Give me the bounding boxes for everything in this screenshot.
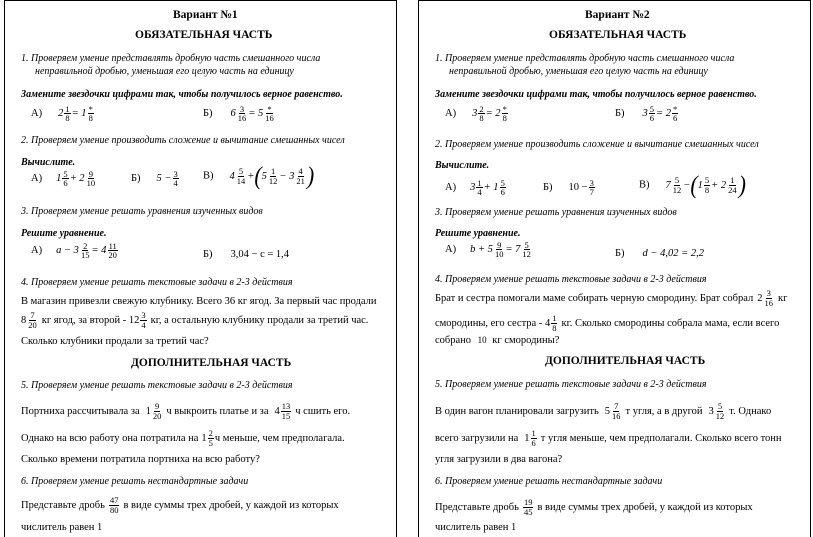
task-1-line-1: 1. Проверяем умение представлять дробную часть смешанного числа <box>435 53 735 64</box>
math-expression: a − 3 $\frac{2}{15}$ = 4 $\frac{11}{20}$ <box>56 240 117 260</box>
task-2c <box>203 161 315 190</box>
option-label: А) <box>445 182 457 193</box>
option-label: В) <box>639 179 650 191</box>
option-label: Б) <box>615 248 625 259</box>
task-1-instruction: Замените звездочки цифрами так, чтобы получилось верное равенство. <box>21 89 343 100</box>
section-heading-additional: ДОПОЛНИТЕЛЬНАЯ ЧАСТЬ <box>545 355 706 367</box>
task-6-text-line-2: числитель равен 1 <box>21 522 103 533</box>
option-label: Б) <box>543 182 553 193</box>
task-2c <box>639 170 746 199</box>
task-4-text-line-1: Брат и сестра помогали маме собирать черную смородину. Брат собрал 2 $\frac{3}{16}$ кг <box>435 288 788 308</box>
math-expression: 3 $\frac{1}{4}$ + 1 $\frac{5}{6}$ <box>470 177 505 197</box>
math-expression: 3 $\frac{2}{8}$ = 2 $\frac{*}{8}$ <box>472 103 507 123</box>
task-4-text-line-2: смородины, его сестра - 4 $\frac{1}{8}$ кг. Сколько смородины собрала мама, если всего <box>435 313 780 333</box>
task-4-heading: 4. Проверяем умение решать текстовые задачи в 2-3 действия <box>21 277 293 288</box>
math-expression: 6 $\frac{3}{16}$ = 5 $\frac{*}{16}$ <box>230 103 274 123</box>
option-label: Б) <box>203 108 213 119</box>
task-2-instruction: Вычислите. <box>21 157 76 168</box>
task-5-heading: 5. Проверяем умение решать текстовые задачи в 2-3 действия <box>21 380 293 391</box>
task-3b <box>615 243 704 261</box>
task-2-instruction: Вычислите. <box>435 160 490 171</box>
option-label: Б) <box>615 108 625 119</box>
task-3-heading: 3. Проверяем умение решать уравнения изученных видов <box>435 207 677 218</box>
task-2a <box>31 168 97 188</box>
task-3-instruction: Решите уравнение. <box>435 228 521 239</box>
math-expression: 2 $\frac{1}{8}$ = 1 $\frac{*}{8}$ <box>58 103 93 123</box>
task-5-text-line-3: угля загрузили в два вагона? <box>435 454 563 465</box>
math-expression: 4 $\frac{5}{14}$ + ( 5 $\frac{1}{12}$ − 3 $\frac{4}{21}$ ) <box>229 161 315 190</box>
task-1-instruction: Замените звездочки цифрами так, чтобы получилось верное равенство. <box>435 89 757 100</box>
task-1a <box>31 103 95 123</box>
task-6-text-line-1: Представьте дробь $\frac{19}{45}$ в виде суммы трех дробей, у каждой из которых <box>435 497 753 517</box>
variant-title: Вариант №1 <box>173 9 238 21</box>
task-2-heading: 2. Проверяем умение производить сложение и вычитание смешанных чисел <box>435 139 759 150</box>
variant-title: Вариант №2 <box>585 9 650 21</box>
task-3-heading: 3. Проверяем умение решать уравнения изученных видов <box>21 206 263 217</box>
option-label: А) <box>445 244 457 255</box>
task-5-heading: 5. Проверяем умение решать текстовые задачи в 2-3 действия <box>435 379 707 390</box>
section-heading-required: ОБЯЗАТЕЛЬНАЯ ЧАСТЬ <box>549 29 687 41</box>
task-2-heading: 2. Проверяем умение производить сложение и вычитание смешанных чисел <box>21 135 345 146</box>
task-3-instruction: Решите уравнение. <box>21 228 107 239</box>
task-4-text-line-3: собрано 10 кг смородины? <box>435 335 560 346</box>
task-2b <box>131 168 180 188</box>
option-label: А) <box>31 173 43 184</box>
task-3a <box>445 239 533 259</box>
math-expression: 3,04 − c = 1,4 <box>230 249 290 260</box>
task-5-text-line-3: Сколько времени потратила портниха на всю работу? <box>21 454 260 465</box>
task-1b <box>615 103 679 123</box>
section-heading-required: ОБЯЗАТЕЛЬНАЯ ЧАСТЬ <box>135 29 273 41</box>
task-3a <box>31 240 119 260</box>
math-expression: 7 $\frac{5}{12}$ − ( 1 $\frac{5}{8}$ + 2 $\frac{1}{24}$ ) <box>665 170 746 199</box>
task-1-line-2: неправильной дробью, уменьшая его целую часть на единицу <box>35 66 294 77</box>
section-heading-additional: ДОПОЛНИТЕЛЬНАЯ ЧАСТЬ <box>131 357 292 369</box>
task-4-heading: 4. Проверяем умение решать текстовые задачи в 2-3 действия <box>435 274 707 285</box>
task-6-text-line-2: числитель равен 1 <box>435 522 517 533</box>
task-6-heading: 6. Проверяем умение решать нестандартные задачи <box>21 476 249 487</box>
task-1-line-2: неправильной дробью, уменьшая его целую часть на единицу <box>449 66 708 77</box>
option-label: А) <box>31 108 43 119</box>
math-expression: 5 − $\frac{3}{4}$ <box>156 168 178 188</box>
option-label: А) <box>31 245 43 256</box>
task-4-text-line-2: 8 $\frac{7}{20}$ кг ягод, за второй - 12 $\frac{3}{4}$ кг, а остальную клубнику продали за третий час. <box>21 310 369 330</box>
task-2a <box>445 177 507 197</box>
math-expression: 3 $\frac{5}{6}$ = 2 $\frac{*}{6}$ <box>642 103 678 123</box>
task-1-line-1: 1. Проверяем умение представлять дробную часть смешанного числа <box>21 53 321 64</box>
option-label: В) <box>203 170 214 182</box>
math-expression: 10 − $\frac{3}{7}$ <box>568 177 594 197</box>
task-1b <box>203 103 276 123</box>
task-1a <box>445 103 509 123</box>
option-label: Б) <box>131 173 141 184</box>
variant-1-sheet <box>4 0 397 537</box>
task-5-text-line-2: всего загрузили на 1 $\frac{1}{6}$ т угля меньше, чем предполагали. Сколько всего тонн <box>435 428 782 448</box>
task-5-text-line-1: Портниха рассчитывала за 1 $\frac{9}{20}$ ч выкроить платье и за 4 $\frac{13}{15}$ ч сшить его. <box>21 401 351 421</box>
variant-2-sheet <box>418 0 811 537</box>
task-3b <box>203 244 289 262</box>
task-2b <box>543 177 596 197</box>
task-4-text-line-1: В магазин привезли свежую клубнику. Всего 36 кг ягод. За первый час продали <box>21 296 377 307</box>
math-expression: d − 4,02 = 2,2 <box>642 248 704 259</box>
option-label: А) <box>445 108 457 119</box>
task-4-text-line-3: Сколько клубники продали за третий час? <box>21 336 209 347</box>
math-expression: 1 $\frac{5}{6}$ + 2 $\frac{9}{10}$ <box>56 168 96 188</box>
task-6-heading: 6. Проверяем умение решать нестандартные задачи <box>435 476 663 487</box>
task-5-text-line-2: Однако на всю работу она потратила на 1 $\frac{2}{5}$ ч меньше, чем предполагала. <box>21 428 345 448</box>
task-5-text-line-1: В один вагон планировали загрузить 5 $\frac{7}{16}$ т угля, а в другой 3 $\frac{5}{12}$ т. Однако <box>435 401 772 421</box>
option-label: Б) <box>203 249 213 260</box>
math-expression: b + 5 $\frac{9}{10}$ = 7 $\frac{5}{12}$ <box>470 239 531 259</box>
task-6-text-line-1: Представьте дробь $\frac{47}{80}$ в виде суммы трех дробей, у каждой из которых <box>21 495 339 515</box>
